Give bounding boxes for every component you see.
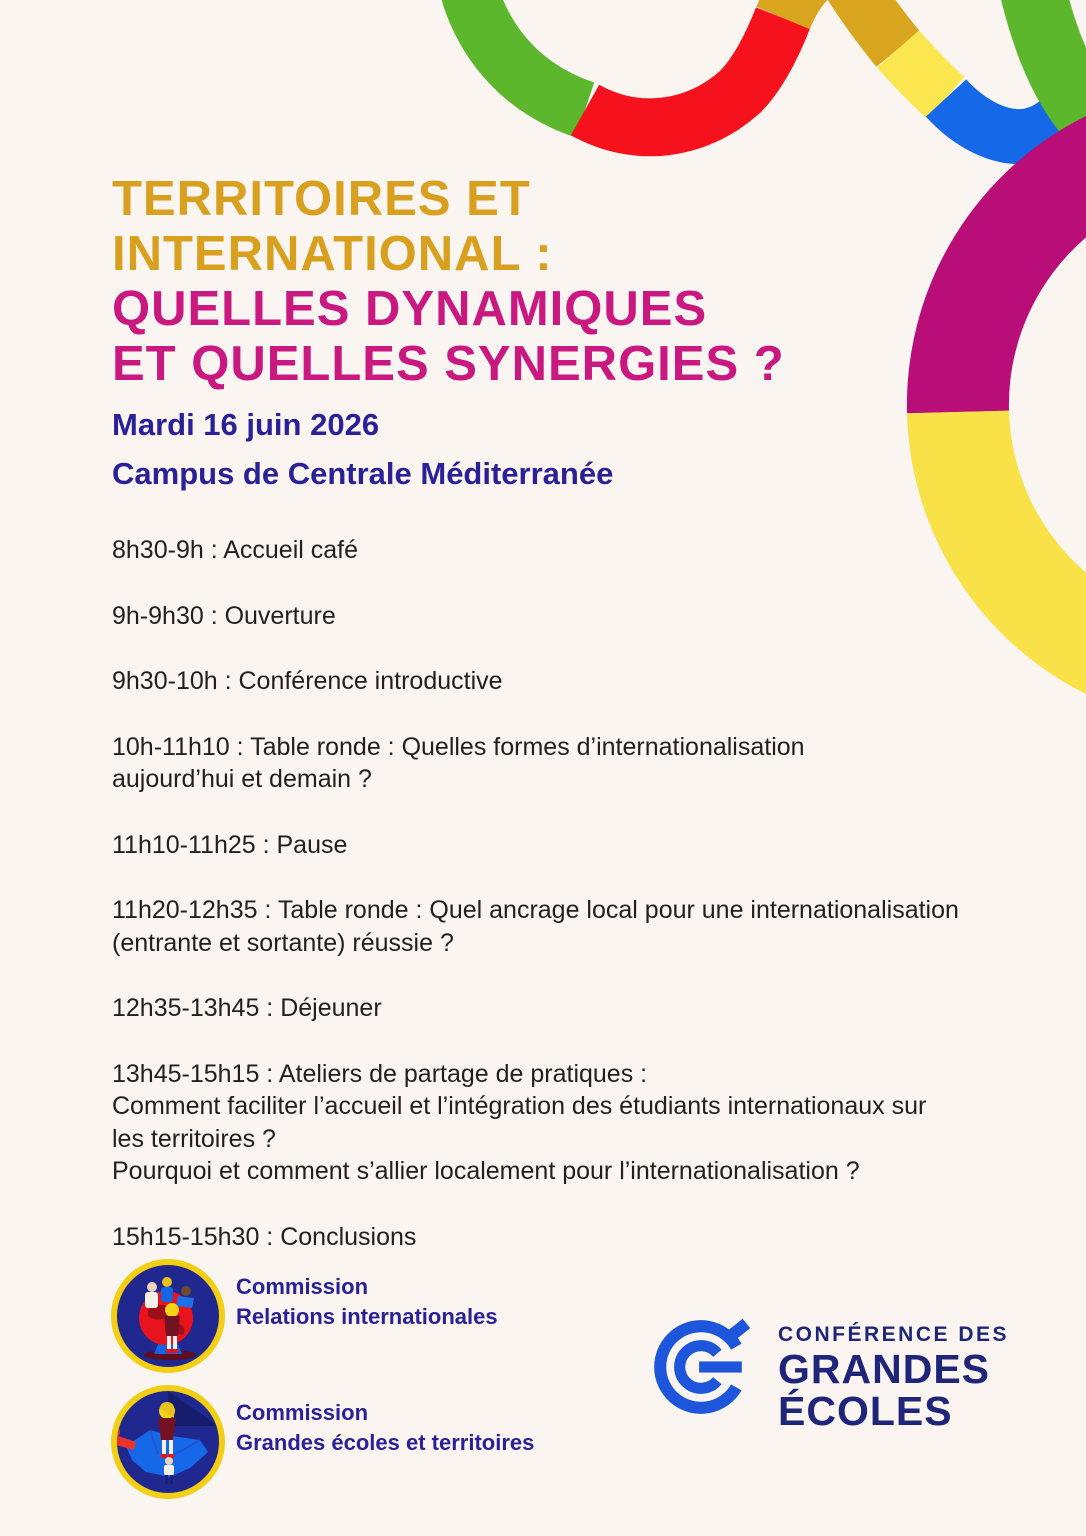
commission-relations-internationales (110, 1258, 498, 1374)
commission-grandes-ecoles-territoires (110, 1384, 534, 1500)
cge-line-2: GRANDES (778, 1346, 991, 1392)
ribbon-red-segment (585, 18, 783, 127)
cge-line-3: ÉCOLES (778, 1388, 953, 1434)
event-date: Mardi 16 juin 2026 (112, 407, 380, 442)
schedule-item (112, 665, 1086, 698)
globe-people-illustration (110, 1258, 226, 1374)
schedule-line: 13h45-15h15 : Ateliers de partage de pratiques : (112, 1059, 648, 1088)
schedule-item (112, 1058, 1086, 1188)
title-line-4: ET QUELLES SYNERGIES ? (112, 337, 785, 391)
cge-emblem-icon (650, 1316, 752, 1418)
ring-magenta-arc (958, 160, 1086, 412)
schedule-item (112, 534, 1086, 567)
schedule-item (112, 731, 1086, 796)
commission-labels (236, 1384, 534, 1458)
event-info (112, 406, 613, 493)
title-line-1: TERRITOIRES ET (112, 172, 531, 226)
cge-logo-text (778, 1316, 1009, 1432)
schedule-item (112, 894, 1086, 959)
ribbon-gold-segment-2 (842, 0, 898, 49)
schedule-line: les territoires ? (112, 1124, 276, 1153)
schedule-line: 10h-11h10 : Table ronde : Quelles formes d’internationalisation (112, 732, 805, 761)
commission-label: Commission (236, 1400, 369, 1425)
schedule-item (112, 992, 1086, 1025)
schedule-line: 11h10-11h25 : Pause (112, 830, 348, 859)
schedule-line: aujourd’hui et demain ? (112, 765, 372, 793)
schedule-item (112, 600, 1086, 633)
france-map-illustration (110, 1384, 226, 1500)
schedule-item (112, 829, 1086, 862)
schedule-line: 15h15-15h30 : Conclusions (112, 1222, 417, 1251)
schedule-line: Pourquoi et comment s’allier localement pour l’internationalisation ? (112, 1157, 860, 1185)
schedule-line: Comment faciliter l’accueil et l’intégration des étudiants internationaux sur (112, 1092, 927, 1120)
title-line-3: QUELLES DYNAMIQUES (112, 282, 708, 336)
ribbon-gold-segment (783, 0, 824, 18)
schedule-line: 9h30-10h : Conférence introductive (112, 667, 503, 695)
schedule-line: 11h20-12h35 : Table ronde : Quel ancrage local pour une internationalisation (112, 896, 959, 924)
title-line-2: INTERNATIONAL : (112, 227, 553, 281)
cge-line-1: CONFÉRENCE DES (778, 1323, 1010, 1346)
commission-labels (236, 1258, 498, 1332)
schedule-list (112, 534, 1086, 1286)
poster-title (112, 172, 785, 392)
schedule-item (112, 1221, 1086, 1254)
commission-name: Grandes écoles et territoires (236, 1430, 535, 1455)
commission-name: Relations internationales (236, 1304, 498, 1329)
schedule-line: 9h-9h30 : Ouverture (112, 601, 336, 630)
schedule-line: (entrante et sortante) réussie ? (112, 928, 454, 957)
commission-label: Commission (236, 1274, 369, 1299)
schedule-line: 12h35-13h45 : Déjeuner (112, 994, 382, 1022)
cge-logo (650, 1316, 1009, 1432)
ribbon-green-segment (462, 0, 585, 110)
ribbon-yellow-segment (898, 49, 946, 98)
schedule-line: 8h30-9h : Accueil café (112, 536, 358, 564)
event-location: Campus de Centrale Méditerranée (112, 456, 614, 491)
